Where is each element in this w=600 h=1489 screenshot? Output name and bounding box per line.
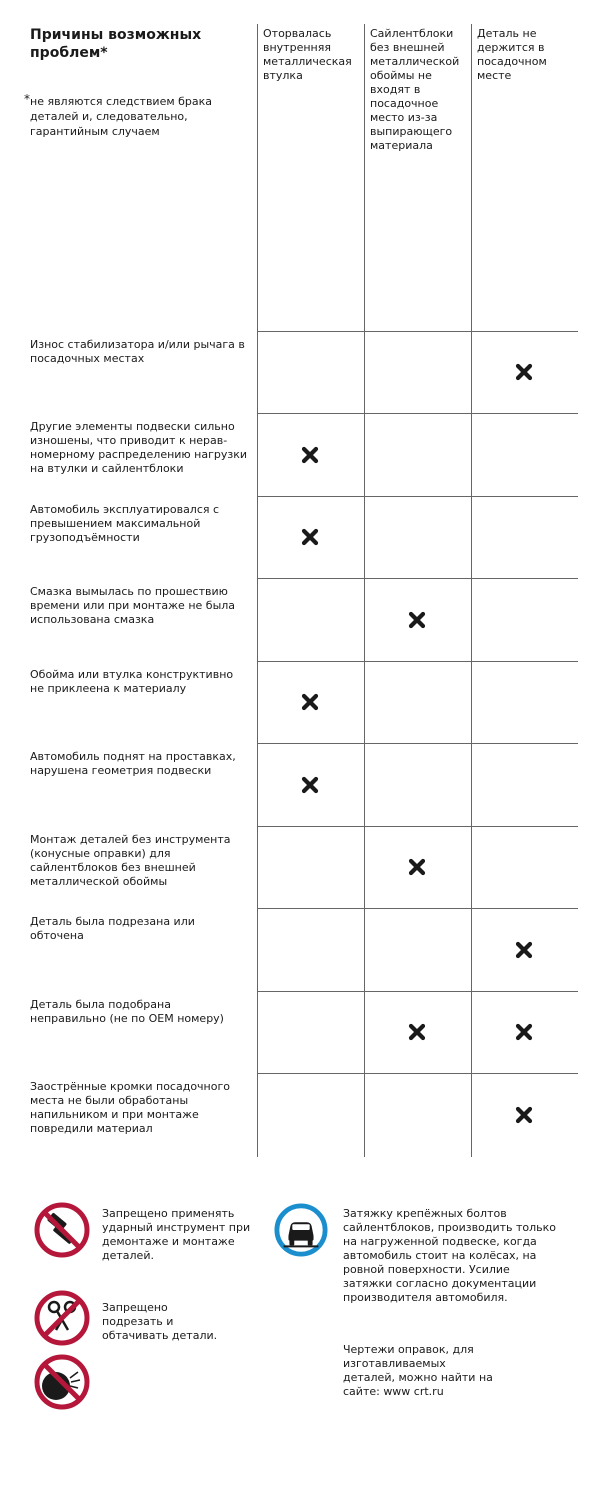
x-mark-icon xyxy=(301,528,319,546)
scissors-warning-text: Запрещено подрезать и обтачивать детали. xyxy=(102,1301,218,1342)
row-divider xyxy=(257,413,578,414)
row-label: Автомобиль эксплуатировался с превышением максимальной грузоподъёмности xyxy=(30,503,220,544)
row-divider xyxy=(257,1073,578,1074)
x-mark-icon xyxy=(515,363,533,381)
row-divider xyxy=(257,908,578,909)
footnote-star: * xyxy=(24,92,30,106)
drawings-link-text: Чертежи оправок, для изготавливаемых деталей, можно найти на сайте: www crt.ru xyxy=(343,1343,493,1398)
x-mark-icon xyxy=(408,1023,426,1041)
row-label: Смазка вымылась по прошествию времени или при монтаже не была использована смазка xyxy=(30,585,236,626)
page-title: Причины возможных проблем* xyxy=(30,27,202,61)
row-divider xyxy=(257,496,578,497)
row-label: Автомобиль поднят на проставках, нарушена геометрия подвески xyxy=(30,750,236,777)
row-label: Монтаж деталей без инструмента (конусные оправки) для сайлентблоков без внешней металлической обоймы xyxy=(30,833,231,888)
footnote-text: не являются следствием брака деталей и, следовательно, гарантийным случаем xyxy=(30,95,213,138)
column-header-bushing-torn: Оторвалась внутренняя металлическая втулка xyxy=(263,27,352,82)
column-header-not-holding: Деталь не держится в посадочном месте xyxy=(477,27,547,82)
x-mark-icon xyxy=(515,941,533,959)
table-divider xyxy=(257,24,258,1157)
x-mark-icon xyxy=(301,446,319,464)
row-divider xyxy=(257,826,578,827)
row-divider xyxy=(257,578,578,579)
row-label: Деталь была подрезана или обточена xyxy=(30,915,195,942)
hammer-warning-text: Запрещено применять ударный инструмент при демонтаже и монтаже деталей. xyxy=(102,1207,251,1262)
row-divider xyxy=(257,991,578,992)
table-divider xyxy=(471,24,472,1157)
no-scissors-icon xyxy=(34,1290,90,1346)
row-label: Обойма или втулка конструктивно не приклеена к материалу xyxy=(30,668,234,695)
x-mark-icon xyxy=(515,1106,533,1124)
x-mark-icon xyxy=(408,611,426,629)
car-on-ground-icon xyxy=(274,1203,328,1257)
row-label: Заострённые кромки посадочного места не были обработаны напильником и при монтаже повредили материал xyxy=(30,1080,230,1135)
x-mark-icon xyxy=(408,858,426,876)
column-header-not-fitting: Сайлентблоки без внешней металлической обоймы не входят в посадочное место из-за выпирающего материала xyxy=(370,27,460,152)
x-mark-icon xyxy=(301,693,319,711)
row-label: Другие элементы подвески сильно изношены, что приводит к нерав-номерному распределению нагрузки на втулки и сайлентблоки xyxy=(30,420,248,475)
x-mark-icon xyxy=(301,776,319,794)
no-hammer-icon xyxy=(34,1202,90,1258)
row-label: Износ стабилизатора и/или рычага в посадочных местах xyxy=(30,338,245,365)
row-divider xyxy=(257,743,578,744)
row-label: Деталь была подобрана неправильно (не по OEM номеру) xyxy=(30,998,224,1025)
row-divider xyxy=(257,331,578,332)
row-divider xyxy=(257,661,578,662)
x-mark-icon xyxy=(515,1023,533,1041)
no-grinding-icon xyxy=(34,1354,90,1410)
bolt-tightening-text: Затяжку крепёжных болтов сайлентблоков, производить только на нагруженной подвеске, когда автомобиль стоит на колёсах, на ровной поверхности. Усилие затяжки согласно документации производителя автомобиля. xyxy=(343,1207,557,1304)
table-divider xyxy=(364,24,365,1157)
footnote xyxy=(24,94,224,139)
